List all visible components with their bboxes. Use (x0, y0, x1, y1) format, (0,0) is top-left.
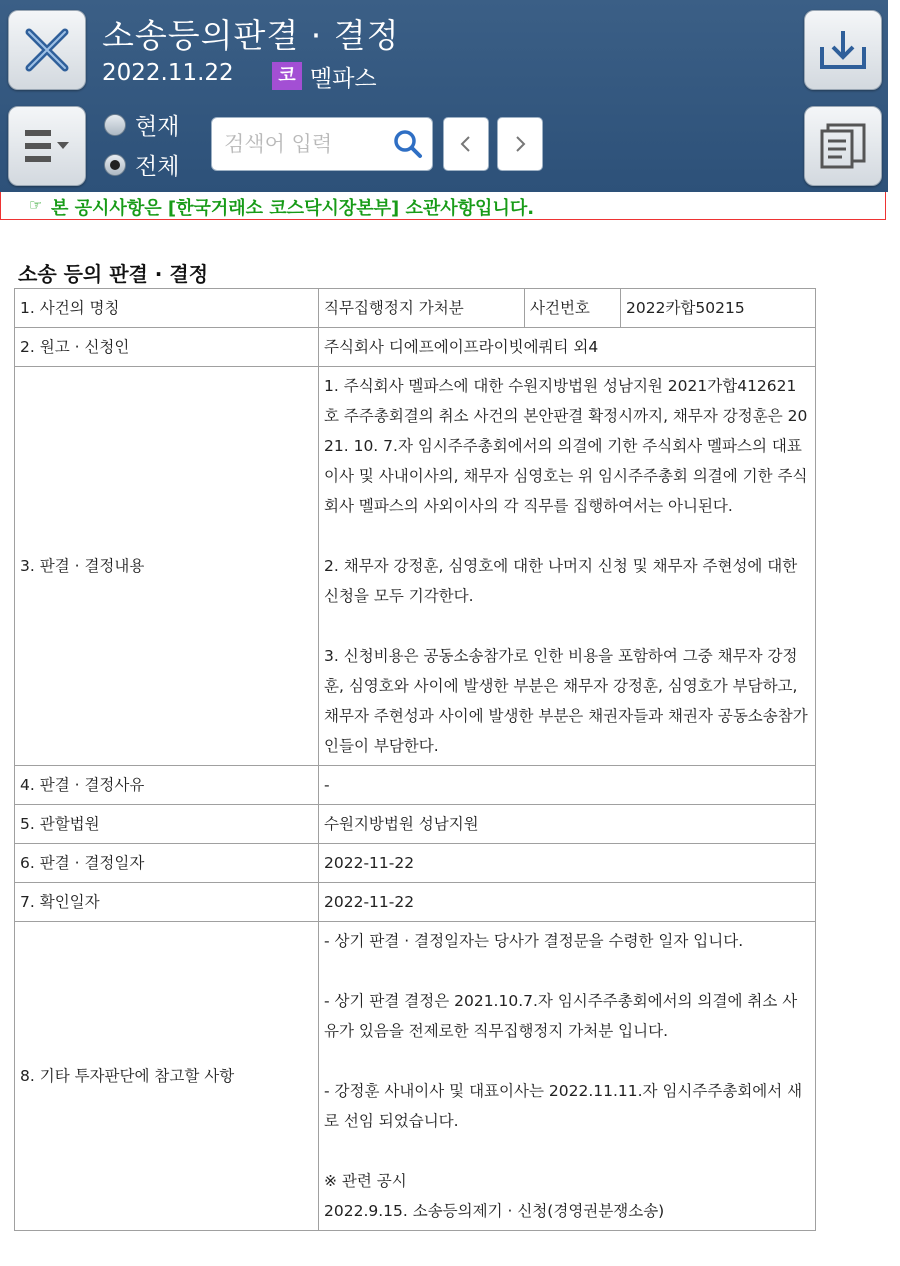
row-label: 6. 판결 · 결정일자 (15, 844, 319, 883)
row-label: 8. 기타 투자판단에 참고할 사항 (15, 922, 319, 1231)
row-value: - (319, 766, 816, 805)
next-button[interactable] (497, 117, 543, 171)
related-disclosure-link[interactable]: 2022.9.15. 소송등의제기 · 신청(경영권분쟁소송) (324, 1202, 665, 1220)
radio-current[interactable] (104, 108, 179, 141)
documents-icon (818, 121, 868, 171)
row-label: 1. 사건의 명칭 (15, 289, 319, 328)
download-button[interactable] (804, 10, 882, 90)
row-label: 사건번호 (525, 289, 621, 328)
close-button[interactable] (8, 10, 86, 90)
radio-all[interactable] (104, 148, 179, 181)
decision-paragraph: 2. 채무자 강정훈, 심영호에 대한 나머지 신청 및 채무자 주현성에 대한 신청을 모두 기각한다. (324, 557, 798, 605)
disclosure-table (14, 288, 816, 1231)
row-label: 7. 확인일자 (15, 883, 319, 922)
other-paragraph: ※ 관련 공시 (324, 1172, 407, 1190)
app-header (0, 0, 888, 192)
notice-bar (0, 192, 886, 220)
table-row (15, 805, 816, 844)
market-badge: 코 (272, 62, 302, 90)
row-value: 수원지방법원 성남지원 (319, 805, 816, 844)
other-paragraph: - 상기 판결 · 결정일자는 당사가 결정문을 수령한 일자 입니다. (324, 932, 744, 950)
document-title: 소송 등의 판결 · 결정 (18, 262, 209, 286)
radio-current-dot[interactable] (104, 114, 126, 136)
other-paragraph: - 강정훈 사내이사 및 대표이사는 2022.11.11.자 임시주주총회에서 새로 선임 되었습니다. (324, 1082, 803, 1130)
radio-all-label: 전체 (135, 154, 180, 180)
document-list-button[interactable] (804, 106, 882, 186)
download-icon (818, 27, 868, 73)
prev-button[interactable] (443, 117, 489, 171)
menu-icon (21, 124, 73, 168)
search-box (211, 117, 433, 171)
row-label: 3. 판결 · 결정내용 (15, 367, 319, 766)
page-title: 소송등의판결 · 결정 (102, 16, 400, 55)
pointing-hand-icon: ☞ (29, 196, 43, 214)
search-icon[interactable] (392, 128, 424, 160)
chevron-right-icon (513, 135, 527, 153)
menu-button[interactable] (8, 106, 86, 186)
notice-text: 본 공시사항은 [한국거래소 코스닥시장본부] 소관사항입니다. (51, 198, 535, 219)
chevron-left-icon (459, 135, 473, 153)
other-paragraph: - 상기 판결 결정은 2021.10.7.자 임시주주총회에서의 의결에 취소 사유가 있음을 전제로한 직무집행정지 가처분 입니다. (324, 992, 798, 1040)
table-row (15, 883, 816, 922)
company-name[interactable]: 멜파스 (310, 66, 377, 92)
row-label: 2. 원고 · 신청인 (15, 328, 319, 367)
disclosure-date: 2022.11.22 (102, 60, 234, 86)
row-value-other (319, 922, 816, 1231)
row-value: 2022-11-22 (319, 844, 816, 883)
table-row (15, 844, 816, 883)
table-row (15, 328, 816, 367)
table-row (15, 766, 816, 805)
table-row (15, 367, 816, 766)
row-value: 2022카합50215 (621, 289, 816, 328)
row-value: 주식회사 디에프에이프라이빗에쿼티 외4 (319, 328, 816, 367)
row-value: 2022-11-22 (319, 883, 816, 922)
row-label: 4. 판결 · 결정사유 (15, 766, 319, 805)
radio-current-label: 현재 (135, 114, 180, 140)
decision-paragraph: 3. 신청비용은 공동소송참가로 인한 비용을 포함하여 그중 채무자 강정훈, 심영호와 사이에 발생한 부분은 채무자 강정훈, 심영호가 부담하고, 채무자 주현성과 사이에 발생한 부분은 채권자들과 채권자 공동소송참가인들이 부담한다. (324, 647, 808, 755)
search-input[interactable] (222, 126, 386, 162)
close-icon (21, 24, 73, 76)
row-value: 직무집행정지 가처분 (319, 289, 525, 328)
table-row (15, 289, 816, 328)
table-row (15, 922, 816, 1231)
row-label: 5. 관할법원 (15, 805, 319, 844)
decision-paragraph: 1. 주식회사 멜파스에 대한 수원지방법원 성남지원 2021가합412621호 주주총회결의 취소 사건의 본안판결 확정시까지, 채무자 강정훈은 2021. 10. 7.자 임시주주총회에서의 의결에 기한 주식회사 멜파스의 대표이사 및 사내이사의, 채무자 심영호는 위 임시주주총회 의결에 기한 주식회사 멜파스의 사외이사의 각 직무를 집행하여서는 아니된다. (324, 377, 808, 515)
row-value-decision (319, 367, 816, 766)
radio-all-dot[interactable] (104, 154, 126, 176)
